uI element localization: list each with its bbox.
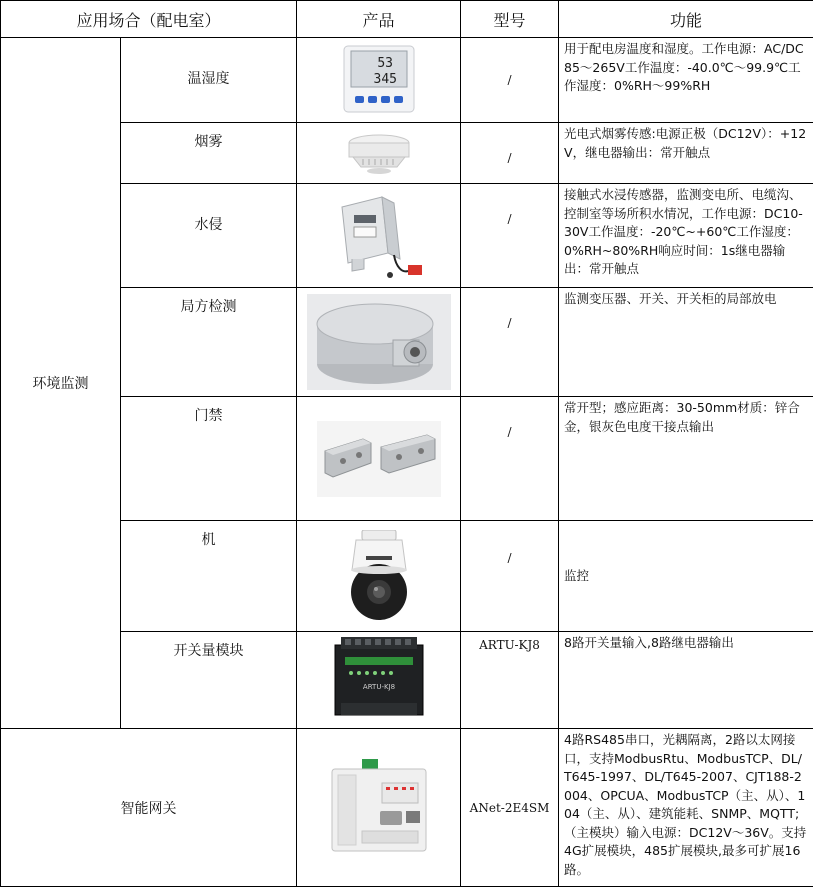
model-cell: ANet-2E4SM	[461, 729, 559, 887]
product-image-partial-discharge-sensor	[297, 288, 461, 397]
subcategory: 温湿度	[121, 38, 297, 123]
subcategory: 局方检测	[121, 288, 297, 397]
camera-icon	[346, 530, 412, 622]
function-cell: 常开型；感应距离：30-50mm材质：锌合金，银灰色电度干接点输出	[559, 397, 813, 521]
model-cell: /	[461, 521, 559, 632]
category-gateway: 智能网关	[1, 729, 297, 887]
table-row	[1, 288, 813, 397]
partial-discharge-sensor-icon	[307, 294, 451, 390]
water-sensor-icon	[324, 193, 434, 279]
table-row	[1, 397, 813, 521]
product-image-gateway	[297, 729, 461, 887]
table-row	[1, 632, 813, 729]
product-image-io-module	[297, 632, 461, 729]
function-cell: 接触式水浸传感器，监测变电所、电缆沟、控制室等场所积水情况，工作电源：DC10-30V工作温度：-20℃~+60℃工作湿度：0%RH~80%RH响应时间：1s继电器输出：常开触点	[559, 184, 813, 288]
svg-text:345: 345	[373, 72, 397, 87]
model-cell: /	[461, 38, 559, 123]
model-cell: /	[461, 397, 559, 521]
gateway-icon	[326, 759, 432, 857]
svg-text:53: 53	[376, 56, 393, 71]
function-cell: 8路开关量输入,8路继电器输出	[559, 632, 813, 729]
product-image-ptz-camera	[297, 521, 461, 632]
product-image-water-sensor	[297, 184, 461, 288]
product-image-door-sensor	[297, 397, 461, 521]
subcategory: 门禁	[121, 397, 297, 521]
product-image-thermo-hygrometer	[297, 38, 461, 123]
svg-text:ARTU-KJ8: ARTU-KJ8	[362, 683, 395, 691]
subcategory: 水侵	[121, 184, 297, 288]
model-cell: ARTU-KJ8	[461, 632, 559, 729]
function-cell: 用于配电房温度和湿度。工作电源：AC/DC85～265V工作温度：-40.0℃～99.9℃工作湿度：0%RH～99%RH	[559, 38, 813, 123]
function-cell: 监测变压器、开关、开关柜的局部放电	[559, 288, 813, 397]
model-cell: /	[461, 288, 559, 397]
table-row	[1, 729, 813, 887]
table-row	[1, 123, 813, 184]
model-cell: /	[461, 123, 559, 184]
category-environment: 环境监测	[1, 38, 121, 729]
thermo-hygrometer-icon	[341, 44, 417, 116]
model-cell: /	[461, 184, 559, 288]
table-row	[1, 38, 813, 123]
door-sensor-icon	[317, 421, 441, 497]
header-model: 型号	[461, 1, 559, 38]
product-image-smoke-detector	[297, 123, 461, 184]
header-row	[1, 1, 813, 38]
function-cell: 监控	[559, 521, 813, 632]
subcategory: 开关量模块	[121, 632, 297, 729]
function-cell: 4路RS485串口，光耦隔离，2路以太网接口，支持ModbusRtu、ModbusTCP、DL/T645-1997、DL/T645-2007、CJT188-2004、OPCUA、ModbusTCP（主、从）、104（主、从）、建筑能耗、SNMP、MQTT;（主模块）输入电源：DC12V～36V。支持4G扩展模块，485扩展模块,最多可扩展16路。	[559, 729, 813, 887]
subcategory: 机	[121, 521, 297, 632]
table-row	[1, 521, 813, 632]
header-function: 功能	[559, 1, 813, 38]
subcategory: 烟雾	[121, 123, 297, 184]
header-application: 应用场合（配电室）	[1, 1, 297, 38]
header-product: 产品	[297, 1, 461, 38]
table-row	[1, 184, 813, 288]
smoke-detector-icon	[339, 131, 419, 175]
io-module-icon	[331, 637, 427, 723]
function-cell: 光电式烟雾传感:电源正极（DC12V）：+12V，继电器输出：常开触点	[559, 123, 813, 184]
